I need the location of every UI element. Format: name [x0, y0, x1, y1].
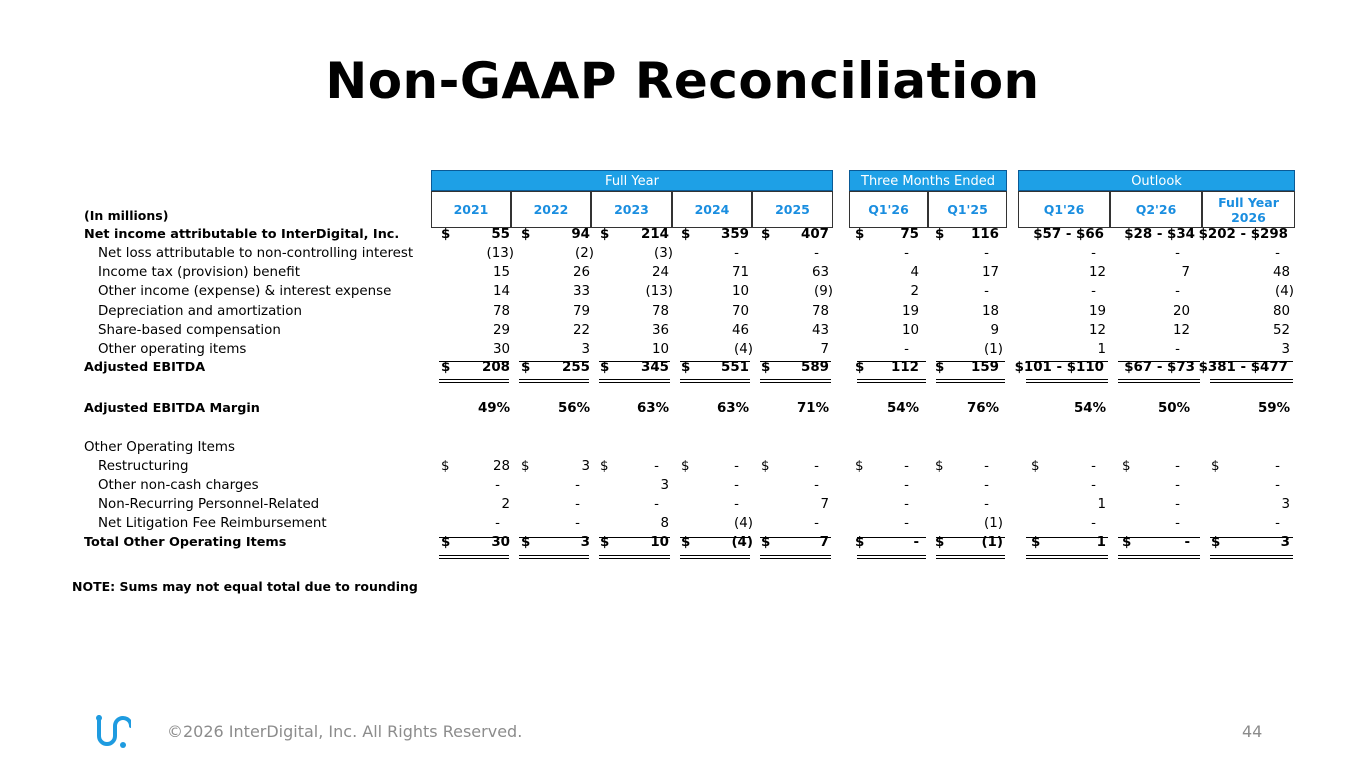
row-label: Share-based compensation	[98, 323, 281, 338]
cell-value: (1)	[984, 516, 1003, 531]
cell-value: -	[814, 478, 819, 493]
cell-value: (1)	[981, 535, 1003, 550]
cell-value: -	[734, 497, 739, 512]
cell-value: -	[654, 497, 659, 512]
cell-value: -	[1275, 478, 1280, 493]
cell-value: 8	[660, 516, 669, 531]
single-underline	[519, 537, 589, 538]
page-title: Non-GAAP Reconciliation	[325, 52, 1040, 110]
double-underline	[519, 379, 589, 383]
table-row	[0, 497, 1365, 516]
cell-value: -	[984, 246, 989, 261]
cell-value: 10	[650, 535, 669, 550]
cell-value: 12	[1172, 323, 1190, 338]
cell-value: 30	[491, 535, 510, 550]
table-row	[0, 516, 1365, 535]
cell-value: 589	[801, 360, 829, 375]
cell-value: -	[1175, 478, 1180, 493]
cell-value: (4)	[1275, 284, 1294, 299]
currency-symbol: $	[521, 227, 531, 242]
cell-value: 48	[1272, 265, 1290, 280]
currency-symbol: $	[681, 459, 690, 474]
cell-value: (13)	[645, 284, 673, 299]
currency-symbol: $	[855, 227, 865, 242]
double-underline	[857, 555, 926, 559]
cell-value: 29	[492, 323, 510, 338]
currency-symbol: $	[855, 360, 865, 375]
cell-value: 63	[811, 265, 829, 280]
cell-value: 20	[1172, 304, 1190, 319]
double-underline	[857, 379, 926, 383]
cell-value: -	[814, 516, 819, 531]
single-underline	[599, 361, 670, 362]
cell-value: 17	[981, 265, 999, 280]
cell-value: (1)	[984, 342, 1003, 357]
double-underline	[599, 379, 670, 383]
cell-value: 3	[581, 342, 590, 357]
cell-value: 49%	[477, 401, 510, 416]
cell-value: -	[1175, 284, 1180, 299]
currency-symbol: $	[761, 459, 770, 474]
row-label: Other operating items	[98, 342, 247, 357]
double-underline	[599, 555, 670, 559]
cell-value: 36	[651, 323, 669, 338]
cell-value: 80	[1272, 304, 1290, 319]
cell-value: -	[495, 478, 500, 493]
cell-value: 3	[580, 535, 590, 550]
double-underline	[1118, 379, 1200, 383]
double-underline	[519, 555, 589, 559]
cell-value: 54%	[1073, 401, 1106, 416]
cell-value: 407	[801, 227, 829, 242]
units-label: (In millions)	[84, 208, 169, 223]
header-group-outlook: Outlook	[1018, 170, 1295, 191]
column-header: Q1'26	[1018, 191, 1110, 228]
cell-value: -	[1175, 459, 1180, 474]
cell-value: 78	[651, 304, 669, 319]
cell-value: -	[904, 459, 909, 474]
double-underline	[1026, 555, 1108, 559]
currency-symbol: $	[600, 360, 610, 375]
column-header: Full Year 2026	[1202, 191, 1295, 228]
currency-symbol: $	[761, 535, 771, 550]
table-row	[0, 360, 1365, 379]
cell-value: 55	[491, 227, 510, 242]
cell-value: 116	[971, 227, 999, 242]
column-header: Q2'26	[1110, 191, 1202, 228]
cell-value: 70	[731, 304, 749, 319]
cell-value: 208	[482, 360, 510, 375]
cell-value: 76%	[966, 401, 999, 416]
cell-value: -	[984, 459, 989, 474]
cell-value: 3	[581, 459, 590, 474]
cell-value: 30	[492, 342, 510, 357]
cell-value: 63%	[636, 401, 669, 416]
double-underline	[1118, 555, 1200, 559]
cell-value: -	[1175, 342, 1180, 357]
currency-symbol: $	[1122, 459, 1131, 474]
cell-value: 63%	[716, 401, 749, 416]
currency-symbol: $	[441, 227, 451, 242]
currency-symbol: $	[855, 535, 865, 550]
row-label: Net income attributable to InterDigital, Inc.	[84, 227, 400, 242]
cell-value: -	[904, 342, 909, 357]
row-label: Net Litigation Fee Reimbursement	[98, 516, 327, 531]
cell-value: 12	[1088, 323, 1106, 338]
cell-value: -	[984, 497, 989, 512]
header-group-three-months: Three Months Ended	[849, 170, 1007, 191]
copyright-text: ©2026 InterDigital, Inc. All Rights Reserved.	[167, 722, 523, 741]
cell-value: 3	[1281, 497, 1290, 512]
column-header: 2021	[431, 191, 511, 228]
double-underline	[1026, 379, 1108, 383]
column-header: 2023	[591, 191, 672, 228]
cell-value: -	[1091, 246, 1096, 261]
cell-value: 112	[891, 360, 919, 375]
cell-value: 94	[571, 227, 590, 242]
table-row	[0, 304, 1365, 323]
currency-symbol: $	[1031, 535, 1041, 550]
currency-symbol: $	[681, 535, 691, 550]
cell-value: -	[734, 246, 739, 261]
cell-value: 56%	[557, 401, 590, 416]
cell-value: 71%	[796, 401, 829, 416]
double-underline	[439, 379, 509, 383]
cell-value: 52	[1272, 323, 1290, 338]
cell-value: -	[904, 478, 909, 493]
cell-value: -	[904, 497, 909, 512]
cell-value: -	[984, 284, 989, 299]
cell-value: -	[654, 459, 659, 474]
currency-symbol: $	[1122, 535, 1132, 550]
cell-value: 10	[651, 342, 669, 357]
cell-value: 78	[811, 304, 829, 319]
single-underline	[599, 537, 670, 538]
cell-value: 345	[641, 360, 669, 375]
cell-value: 359	[721, 227, 749, 242]
currency-symbol: $	[600, 227, 610, 242]
single-underline	[1210, 361, 1293, 362]
cell-value: -	[734, 478, 739, 493]
cell-value: -	[575, 516, 580, 531]
column-header: Q1'25	[928, 191, 1007, 228]
single-underline	[857, 361, 926, 362]
cell-value: -	[1275, 246, 1280, 261]
cell-value: (3)	[654, 246, 673, 261]
single-underline	[1210, 537, 1293, 538]
cell-value: $28 - $34	[1124, 227, 1195, 242]
cell-value: 4	[910, 265, 919, 280]
cell-value: 214	[641, 227, 669, 242]
cell-value: (2)	[575, 246, 594, 261]
cell-value: -	[814, 459, 819, 474]
table-row	[0, 284, 1365, 303]
row-label: Restructuring	[98, 459, 189, 474]
row-label: Other non-cash charges	[98, 478, 259, 493]
cell-value: $67 - $73	[1124, 360, 1195, 375]
cell-value: -	[904, 246, 909, 261]
cell-value: $57 - $66	[1033, 227, 1104, 242]
row-label: Non-Recurring Personnel-Related	[98, 497, 320, 512]
table-row	[0, 401, 1365, 420]
cell-value: -	[904, 516, 909, 531]
cell-value: 7	[820, 342, 829, 357]
double-underline	[936, 379, 1005, 383]
single-underline	[1118, 537, 1200, 538]
cell-value: -	[1175, 516, 1180, 531]
currency-symbol: $	[600, 459, 609, 474]
cell-value: (4)	[731, 535, 753, 550]
currency-symbol: $	[1031, 459, 1040, 474]
currency-symbol: $	[761, 360, 771, 375]
rounding-note: NOTE: Sums may not equal total due to rounding	[72, 579, 418, 594]
single-underline	[760, 537, 831, 538]
row-label: Net loss attributable to non-controlling interest	[98, 246, 414, 261]
cell-value: -	[1091, 516, 1096, 531]
cell-value: 10	[901, 323, 919, 338]
single-underline	[680, 537, 750, 538]
cell-value: 59%	[1257, 401, 1290, 416]
cell-value: -	[1091, 478, 1096, 493]
cell-value: -	[1184, 535, 1190, 550]
currency-symbol: $	[855, 459, 864, 474]
table-row	[0, 342, 1365, 361]
cell-value: -	[734, 459, 739, 474]
currency-symbol: $	[600, 535, 610, 550]
cell-value: $202 - $298	[1198, 227, 1288, 242]
row-label: Other Operating Items	[84, 440, 235, 455]
cell-value: (9)	[814, 284, 833, 299]
cell-value: 28	[492, 459, 510, 474]
single-underline	[680, 361, 750, 362]
cell-value: 255	[562, 360, 590, 375]
currency-symbol: $	[441, 360, 451, 375]
column-header: 2025	[752, 191, 833, 228]
double-underline	[680, 555, 750, 559]
currency-symbol: $	[521, 360, 531, 375]
double-underline	[1210, 379, 1293, 383]
cell-value: 26	[572, 265, 590, 280]
currency-symbol: $	[441, 535, 451, 550]
cell-value: -	[1175, 497, 1180, 512]
cell-value: $101 - $110	[1014, 360, 1104, 375]
table-row	[0, 459, 1365, 478]
cell-value: (4)	[734, 342, 753, 357]
cell-value: 33	[572, 284, 590, 299]
double-underline	[760, 379, 831, 383]
cell-value: -	[814, 246, 819, 261]
double-underline	[936, 555, 1005, 559]
cell-value: 2	[910, 284, 919, 299]
cell-value: -	[913, 535, 919, 550]
currency-symbol: $	[935, 360, 945, 375]
cell-value: -	[1175, 246, 1180, 261]
currency-symbol: $	[681, 360, 691, 375]
cell-value: 79	[572, 304, 590, 319]
cell-value: -	[984, 478, 989, 493]
cell-value: 7	[1181, 265, 1190, 280]
cell-value: 10	[731, 284, 749, 299]
cell-value: -	[1275, 459, 1280, 474]
single-underline	[1026, 361, 1108, 362]
single-underline	[439, 361, 509, 362]
cell-value: 2	[501, 497, 510, 512]
cell-value: (4)	[734, 516, 753, 531]
cell-value: -	[1275, 516, 1280, 531]
single-underline	[936, 361, 1005, 362]
cell-value: 7	[820, 497, 829, 512]
table-row	[0, 440, 1365, 459]
cell-value: 9	[990, 323, 999, 338]
cell-value: 3	[1280, 535, 1290, 550]
single-underline	[439, 537, 509, 538]
currency-symbol: $	[521, 535, 531, 550]
cell-value: 551	[721, 360, 749, 375]
cell-value: 43	[811, 323, 829, 338]
cell-value: (13)	[486, 246, 514, 261]
cell-value: 75	[900, 227, 919, 242]
cell-value: 71	[731, 265, 749, 280]
cell-value: 12	[1088, 265, 1106, 280]
single-underline	[936, 537, 1005, 538]
currency-symbol: $	[681, 227, 691, 242]
row-label: Adjusted EBITDA	[84, 360, 206, 375]
currency-symbol: $	[1211, 459, 1220, 474]
table-row	[0, 323, 1365, 342]
double-underline	[760, 555, 831, 559]
cell-value: 7	[819, 535, 829, 550]
cell-value: $381 - $477	[1198, 360, 1288, 375]
cell-value: 3	[1281, 342, 1290, 357]
row-label: Total Other Operating Items	[84, 535, 287, 550]
row-label: Income tax (provision) benefit	[98, 265, 300, 280]
page-number: 44	[1242, 722, 1263, 741]
cell-value: -	[1091, 459, 1096, 474]
currency-symbol: $	[1211, 535, 1221, 550]
cell-value: 14	[492, 284, 510, 299]
interdigital-logo-icon	[93, 714, 131, 750]
table-row	[0, 478, 1365, 497]
currency-symbol: $	[521, 459, 530, 474]
cell-value: 50%	[1157, 401, 1190, 416]
cell-value: 19	[901, 304, 919, 319]
cell-value: 54%	[886, 401, 919, 416]
table-row	[0, 246, 1365, 265]
currency-symbol: $	[935, 459, 944, 474]
cell-value: 24	[651, 265, 669, 280]
column-header: Q1'26	[849, 191, 928, 228]
cell-value: 1	[1096, 535, 1106, 550]
cell-value: 78	[492, 304, 510, 319]
row-label: Depreciation and amortization	[98, 304, 302, 319]
cell-value: 3	[660, 478, 669, 493]
cell-value: 22	[572, 323, 590, 338]
column-header: 2022	[511, 191, 591, 228]
single-underline	[857, 537, 926, 538]
header-group-full-year: Full Year	[431, 170, 833, 191]
cell-value: 46	[731, 323, 749, 338]
single-underline	[760, 361, 831, 362]
cell-value: -	[495, 516, 500, 531]
double-underline	[1210, 555, 1293, 559]
row-label: Adjusted EBITDA Margin	[84, 401, 260, 416]
table-row	[0, 265, 1365, 284]
currency-symbol: $	[935, 535, 945, 550]
row-label: Other income (expense) & interest expense	[98, 284, 392, 299]
cell-value: 1	[1097, 497, 1106, 512]
double-underline	[439, 555, 509, 559]
cell-value: -	[1091, 284, 1096, 299]
cell-value: -	[575, 478, 580, 493]
table-row	[0, 227, 1365, 246]
cell-value: 19	[1088, 304, 1106, 319]
double-underline	[680, 379, 750, 383]
cell-value: 159	[971, 360, 999, 375]
column-header: 2024	[672, 191, 752, 228]
cell-value: -	[575, 497, 580, 512]
currency-symbol: $	[441, 459, 450, 474]
cell-value: 18	[981, 304, 999, 319]
currency-symbol: $	[935, 227, 945, 242]
cell-value: 15	[492, 265, 510, 280]
single-underline	[1026, 537, 1108, 538]
cell-value: 1	[1097, 342, 1106, 357]
single-underline	[1118, 361, 1200, 362]
currency-symbol: $	[761, 227, 771, 242]
single-underline	[519, 361, 589, 362]
